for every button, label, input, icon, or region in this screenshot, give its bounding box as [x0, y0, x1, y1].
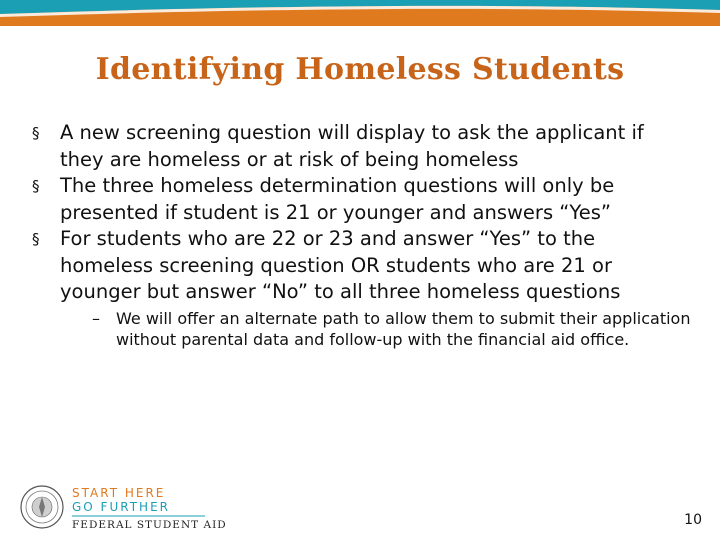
bullet-item — [32, 226, 692, 351]
department-seal-icon — [21, 486, 63, 528]
bullet-text: The three homeless determination questions will only be presented if student is 21 or younger and answers “Yes” — [60, 174, 615, 224]
sub-bullet-list — [60, 308, 692, 351]
federal-student-aid-logo — [20, 482, 260, 532]
dash-marker-icon: – — [92, 308, 100, 328]
page-number: 10 — [684, 512, 702, 528]
logo-line-go-further: GO FURTHER — [72, 500, 170, 514]
bullet-text: For students who are 22 or 23 and answer “Yes” to the homeless screening question OR students who are 21 or younger but answer “No” to all three homeless questions — [60, 227, 621, 303]
bullet-text: A new screening question will display to ask the applicant if they are homeless or at risk of being homeless — [60, 121, 644, 171]
sub-bullet-item — [88, 308, 692, 351]
logo-line-federal-student-aid: FEDERAL STUDENT AID — [72, 519, 227, 531]
sub-bullet-text: We will offer an alternate path to allow them to submit their application without parental data and follow-up with the financial aid office. — [116, 308, 691, 349]
slide-title: Identifying Homeless Students — [95, 52, 625, 87]
bullet-list — [32, 120, 692, 351]
logo-line-start-here: START HERE — [72, 486, 166, 500]
bullet-marker-icon: § — [32, 177, 40, 195]
bullet-marker-icon: § — [32, 230, 40, 248]
bullet-marker-icon: § — [32, 124, 40, 142]
bullet-item — [32, 120, 692, 173]
bullet-item — [32, 173, 692, 226]
top-banner — [0, 0, 720, 26]
